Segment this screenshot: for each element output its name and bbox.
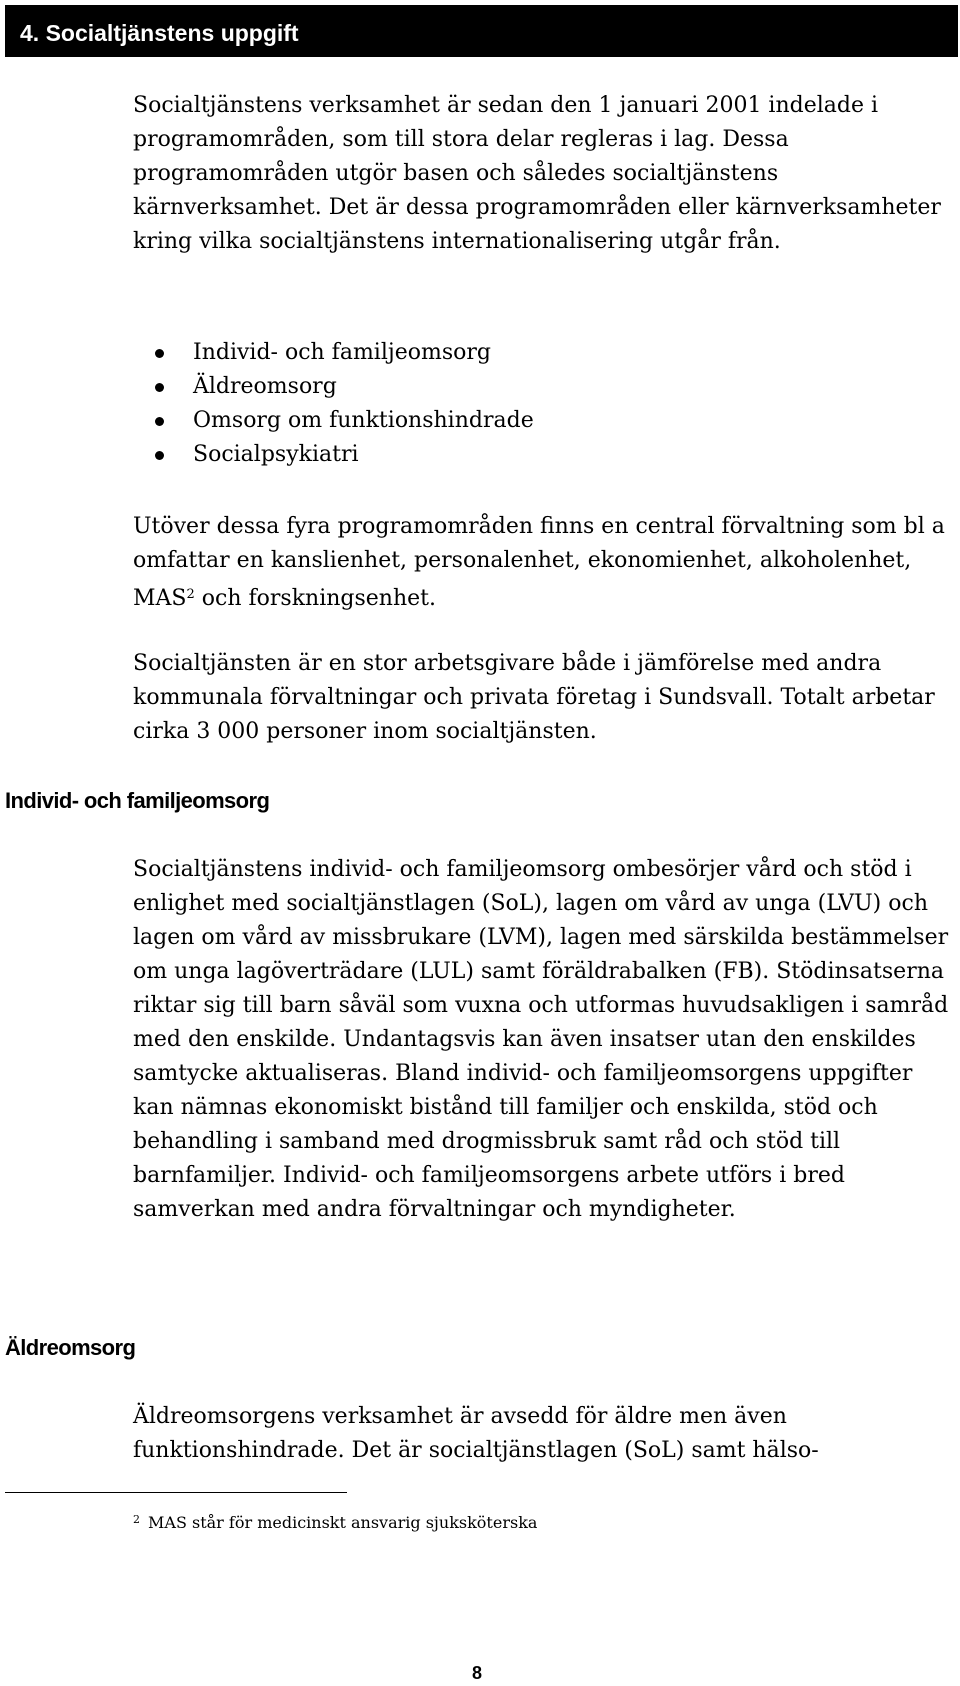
list-item: Socialpsykiatri — [193, 438, 534, 472]
employer-paragraph: Socialtjänsten är en stor arbetsgivare både i jämförelse med andra kommunala förvaltningar och privata företag i Sundsvall. Totalt arbetar cirka 3 000 personer inom socialtjänsten. — [133, 651, 935, 744]
section-paragraph: Äldreomsorgens verksamhet är avsedd för äldre men även funktionshindrade. Det är socialtjänstlagen (SoL) samt hälso- — [133, 1404, 819, 1463]
list-item: Omsorg om funktionshindrade — [193, 404, 534, 438]
program-list — [193, 336, 534, 472]
chapter-title: 4. Socialtjänstens uppgift — [5, 5, 958, 57]
bullet-icon — [155, 417, 164, 426]
bullet-icon — [155, 349, 164, 358]
page-number: 8 — [472, 1663, 483, 1683]
central-administration-paragraph: Utöver dessa fyra programområden finns en central förvaltning som bl a omfattar en kanslienhet, personalenhet, ekonomienhet, alkoholenhet, MAS$^2$ och forskningsenhet. — [133, 514, 945, 611]
list-item: Individ- och familjeomsorg — [193, 336, 534, 370]
footnote-text: MAS står för medicinskt ansvarig sjuksköterska — [148, 1513, 538, 1532]
bullet-icon — [155, 383, 164, 392]
footnote-reference: 2 — [186, 587, 195, 602]
footnote-number: 2 — [133, 1513, 140, 1526]
list-item: Äldreomsorg — [193, 370, 534, 404]
footnote-divider — [5, 1492, 347, 1493]
intro-paragraph: Socialtjänstens verksamhet är sedan den 1 januari 2001 indelade i programområden, som till stora delar regleras i lag. Dessa programområden utgör basen och således socialtjänstens kärnverksamhet. Det är dessa programområden eller kärnverksamheter kring vilka socialtjänstens internationalisering utgår från. — [133, 93, 941, 254]
section-paragraph: Socialtjänstens individ- och familjeomsorg ombesörjer vård och stöd i enlighet med socialtjänstlagen (SoL), lagen om vård av unga (LVU) och lagen om vård av missbrukare (LVM), lagen med särskilda bestämmelser om unga lagöverträdare (LUL) samt föräldrabalken (FB). Stödinsatserna riktar sig till barn såväl som vuxna och utformas huvudsakligen i samråd med den enskilde. Undantagsvis kan även insatser utan den enskildes samtycke aktualiseras. Bland individ- och familjeomsorgens uppgifter kan nämnas ekonomiskt bistånd till familjer och enskilda, stöd och behandling i samband med drogmissbruk samt råd och stöd till barnfamiljer. Individ- och familjeomsorgens arbete utförs i bred samverkan med andra förvaltningar och myndigheter. — [133, 857, 949, 1222]
section-heading: Individ- och familjeomsorg — [5, 788, 270, 813]
section-heading: Äldreomsorg — [5, 1335, 136, 1360]
bullet-icon — [155, 451, 164, 460]
footnote — [133, 1508, 537, 1535]
